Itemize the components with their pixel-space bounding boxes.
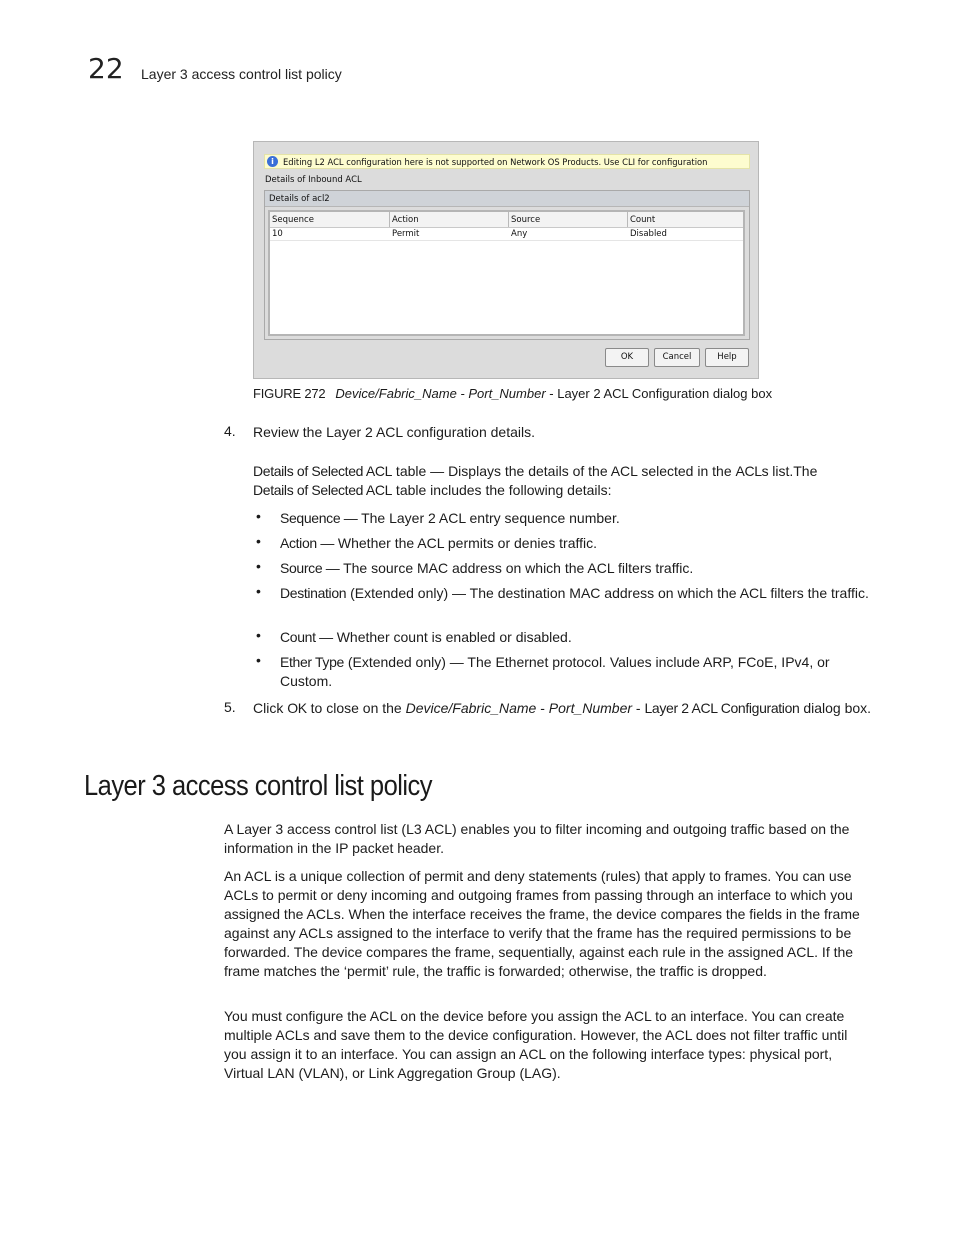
- bullet-marker: •: [256, 583, 261, 599]
- figure-caption-rest: - Layer 2 ACL Configuration dialog box: [545, 386, 773, 401]
- cell-action: Permit: [392, 229, 420, 239]
- details-text-2: list.The: [768, 463, 818, 479]
- bullet-text: (Extended only) — The destination MAC address on which the ACL filters the traffic.: [346, 585, 869, 601]
- list-item: [280, 559, 875, 578]
- table-row[interactable]: [270, 227, 743, 241]
- bullet-term: Sequence —: [280, 510, 358, 526]
- inbound-acl-label: Details of Inbound ACL: [265, 175, 362, 185]
- column-divider[interactable]: [389, 212, 390, 227]
- details-text-1: table — Displays the details of the ACL selected in the: [392, 463, 736, 479]
- term-acls: ACLs: [735, 463, 769, 479]
- bullet-text: Whether count is enabled or disabled.: [332, 629, 572, 645]
- bullet-marker: •: [256, 652, 261, 668]
- column-header-sequence[interactable]: Sequence: [272, 215, 314, 225]
- step-number: 4.: [224, 423, 236, 439]
- bullet-text: Whether the ACL permits or denies traffic.: [334, 535, 598, 551]
- warning-bar: [264, 154, 750, 169]
- term-details-selected-acl: Details of Selected ACL: [253, 463, 393, 479]
- term-dialog-name: Layer 2 ACL Configuration: [644, 700, 800, 716]
- bullet-text: The Layer 2 ACL entry sequence number.: [357, 510, 620, 526]
- step5-text-b: to close on the: [306, 700, 406, 716]
- paragraph: An ACL is a unique collection of permit and deny statements (rules) that apply to frames. You can use ACLs to permit or deny incoming and outgoing frames from passing through an interface to which you assigned the ACLs. When the interface receives the frame, the device compares the fields in the frame against any ACLs assigned to the interface to verify that the frame has the required permissions to be forwarded. The device compares the frame, sequentially, against each rule in the assigned ACL. If the frame matches the ‘permit’ rule, the traffic is forwarded; otherwise, the traffic is dropped.: [224, 868, 860, 979]
- info-icon: i: [267, 156, 278, 167]
- column-header-source[interactable]: Source: [511, 215, 541, 225]
- list-item: [280, 534, 875, 553]
- chapter-number: 22: [88, 52, 124, 85]
- warning-text: Editing L2 ACL configuration here is not supported on Network OS Products. Use CLI for configuration: [283, 157, 708, 167]
- help-button[interactable]: Help: [705, 348, 749, 367]
- acl-details-group: [264, 190, 750, 340]
- step-text: Review the Layer 2 ACL configuration details.: [253, 424, 535, 440]
- ok-button[interactable]: OK: [605, 348, 649, 367]
- table-header: [270, 212, 743, 228]
- bullet-text: (Extended only) — The Ethernet protocol. Values include ARP, FCoE, IPv4, or Custom.: [280, 654, 830, 689]
- term-details-selected-acl: Details of Selected ACL: [253, 482, 393, 498]
- step5-dash-2: -: [632, 700, 645, 716]
- step-text: [253, 699, 873, 718]
- port-number-italic: Port_Number: [548, 700, 633, 716]
- bullet-term: Destination: [280, 585, 347, 601]
- cancel-button[interactable]: Cancel: [654, 348, 700, 367]
- acl-table: [268, 210, 745, 336]
- paragraph: A Layer 3 access control list (L3 ACL) enables you to filter incoming and outgoing traffic based on the information in the IP packet header.: [224, 821, 850, 856]
- list-item: [280, 584, 870, 603]
- section-heading: Layer 3 access control list policy: [84, 770, 432, 802]
- column-divider[interactable]: [508, 212, 509, 227]
- figure-label: FIGURE 272: [253, 386, 326, 401]
- list-item: [280, 628, 875, 647]
- device-fabric-name-italic: Device/Fabric_Name: [405, 700, 537, 716]
- column-divider[interactable]: [627, 212, 628, 227]
- step5-text-d: dialog box.: [799, 700, 872, 716]
- list-item: [280, 653, 860, 691]
- paragraph: You must configure the ACL on the device before you assign the ACL to an interface. You can create multiple ACLs and save them to the device configuration. However, the ACL does not filter traffic until you assign it to an interface. You can assign an ACL on the following interface types: physical port, Virtual LAN (VLAN), or Link Aggregation Group (LAG).: [224, 1008, 848, 1081]
- step-number: 5.: [224, 699, 236, 715]
- cell-source: Any: [511, 229, 528, 239]
- cell-sequence: 10: [272, 229, 283, 239]
- acl-dialog-screenshot: [253, 141, 759, 379]
- bullet-term: Action —: [280, 535, 334, 551]
- term-ok: OK: [287, 700, 307, 716]
- bullet-marker: •: [256, 627, 261, 643]
- bullet-term: Ether Type: [280, 654, 344, 670]
- group-header: [265, 191, 749, 207]
- details-paragraph: [253, 462, 873, 500]
- bullet-marker: •: [256, 558, 261, 574]
- bullet-text: The source MAC address on which the ACL filters traffic.: [339, 560, 694, 576]
- bullet-term: Count —: [280, 629, 333, 645]
- running-header-title: Layer 3 access control list policy: [141, 66, 342, 82]
- bullet-marker: •: [256, 508, 261, 524]
- group-title: Details of acl2: [269, 194, 330, 204]
- list-item: [280, 509, 875, 528]
- cell-count: Disabled: [630, 229, 667, 239]
- bullet-term: Source —: [280, 560, 340, 576]
- step5-text-a: Click: [253, 700, 288, 716]
- figure-name-italic: Device/Fabric_Name - Port_Number: [335, 386, 546, 401]
- column-header-action[interactable]: Action: [392, 215, 419, 225]
- details-text-3: table includes the following details:: [392, 482, 612, 498]
- step5-dash: -: [536, 700, 549, 716]
- column-header-count[interactable]: Count: [630, 215, 656, 225]
- bullet-marker: •: [256, 533, 261, 549]
- figure-caption: [253, 386, 772, 401]
